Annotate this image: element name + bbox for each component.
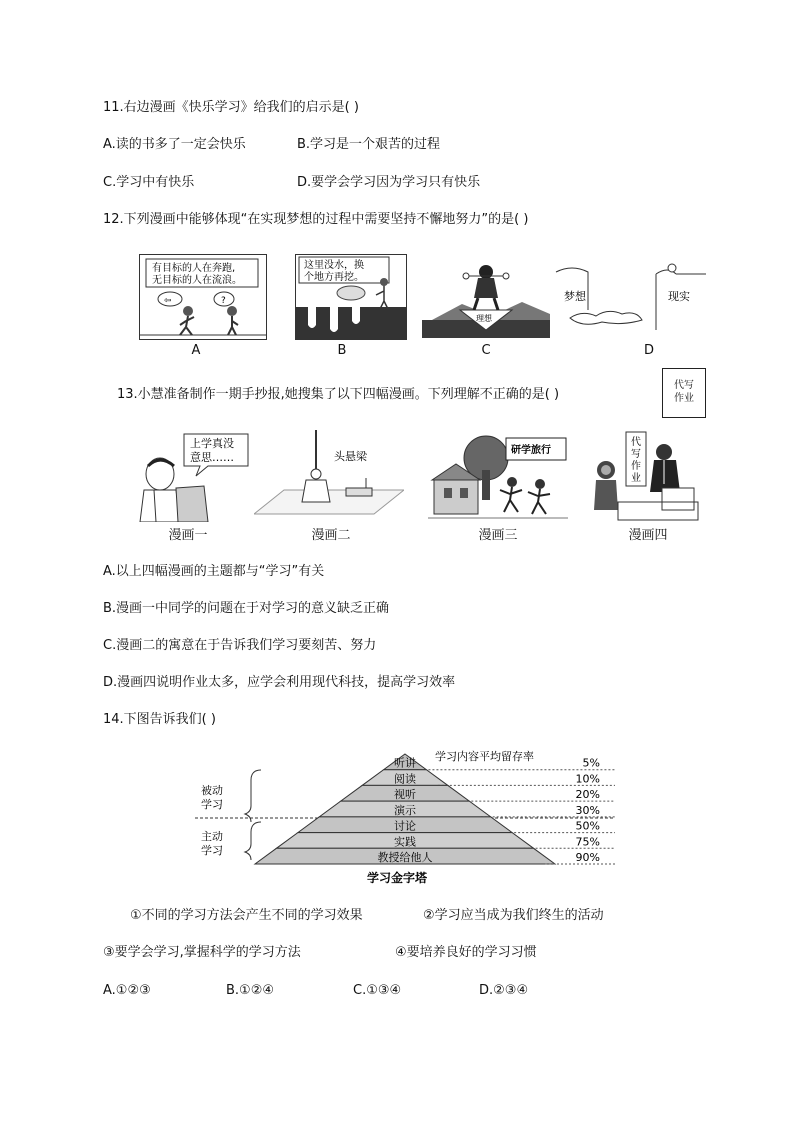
q13-stem: 13.小慧准备制作一期手抄报,她搜集了以下四幅漫画。下列理解不正确的是( ) — [117, 387, 560, 402]
q13-comic-2-label: 头悬梁 — [334, 450, 367, 463]
q12-comic-c — [422, 254, 550, 338]
q13-comic-4-label-1: 代 — [631, 437, 641, 448]
q14-statement-1: ①不同的学习方法会产生不同的学习效果 — [130, 908, 363, 923]
q13-comic-1 — [138, 430, 258, 522]
q12-comic-d — [552, 254, 706, 338]
q12-comic-d-label-reality: 现实 — [668, 290, 690, 303]
pyramid-layer-label: 教授给他人 — [377, 851, 433, 864]
q11-option-b: B.学习是一个艰苦的过程 — [297, 137, 441, 152]
passive-group-brace — [245, 770, 261, 822]
q13-comic-3-label: 研学旅行 — [511, 445, 551, 456]
pyramid-layer-label: 演示 — [394, 803, 416, 817]
q13-side-note-line2: 作业 — [674, 393, 694, 404]
pyramid-title: 学习金字塔 — [367, 871, 428, 885]
pyramid-layer-label: 阅读 — [394, 772, 416, 786]
svg-text:⇦: ⇦ — [164, 296, 172, 306]
passive-group-label-1: 被动 — [201, 784, 223, 797]
q12-comic-a-bubble-line1: 有目标的人在奔跑, — [152, 263, 236, 274]
q11-stem: 11.右边漫画《快乐学习》给我们的启示是( ) — [103, 100, 359, 115]
q13-comic-4-caption: 漫画四 — [628, 528, 668, 543]
q11-option-a: A.读的书多了一定会快乐 — [103, 137, 246, 152]
pyramid-value-label: 30% — [575, 803, 600, 817]
q14-option-a: A.①②③ — [103, 983, 151, 998]
q12-comic-c-label: 理想 — [476, 314, 492, 323]
pyramid-value-label: 10% — [575, 772, 600, 786]
q13-option-b: B.漫画一中同学的问题在于对学习的意义缺乏正确 — [103, 601, 390, 616]
q11-option-c: C.学习中有快乐 — [103, 175, 195, 190]
q13-comic-4-label-4: 业 — [631, 473, 641, 484]
q12-comic-b — [295, 254, 407, 340]
q12-stem: 12.下列漫画中能够体现“在实现梦想的过程中需要坚持不懈地努力”的是( ) — [103, 212, 529, 227]
q14-option-c: C.①③④ — [353, 983, 402, 998]
active-group-brace — [245, 822, 261, 860]
pyramid-value-label: 20% — [575, 788, 600, 802]
q13-comic-2-caption: 漫画二 — [311, 528, 351, 543]
q14-statement-2: ②学习应当成为我们终生的活动 — [423, 908, 604, 923]
q12-comic-c-letter: C — [481, 343, 491, 358]
q13-comic-3 — [428, 430, 568, 522]
q14-statement-4: ④要培养良好的学习习惯 — [395, 945, 537, 960]
q12-comic-b-letter: B — [337, 343, 347, 358]
q12-comic-d-label-dream: 梦想 — [564, 290, 586, 303]
q13-comic-1-bubble-line2: 意思…… — [190, 451, 234, 464]
active-group-label-1: 主动 — [201, 830, 223, 843]
q13-option-c: C.漫画二的寓意在于告诉我们学习要刻苦、努力 — [103, 638, 377, 653]
pyramid-value-label: 5% — [582, 756, 600, 770]
q13-option-a: A.以上四幅漫画的主题都与“学习”有关 — [103, 564, 325, 579]
q14-statement-3: ③要学会学习,掌握科学的学习方法 — [103, 945, 301, 960]
pyramid-value-label: 50% — [575, 819, 600, 833]
q13-comic-2 — [254, 430, 404, 522]
pyramid-svg — [195, 746, 635, 886]
q13-comic-4-label-2: 写 — [631, 449, 641, 460]
q14-stem: 14.下图告诉我们( ) — [103, 712, 216, 727]
q13-comic-1-caption: 漫画一 — [168, 528, 208, 543]
q14-option-b: B.①②④ — [226, 983, 275, 998]
pyramid-value-label: 90% — [575, 851, 600, 864]
q13-comic-4 — [588, 430, 700, 522]
svg-text:?: ? — [221, 296, 226, 306]
passive-group-label-2: 学习 — [201, 798, 223, 811]
q12-comic-a-bubble-line2: 无目标的人在流浪。 — [152, 275, 242, 286]
q13-comic-4-label-3: 作 — [631, 461, 641, 472]
q13-comic-1-bubble-line1: 上学真没 — [190, 437, 234, 450]
q13-comic-3-caption: 漫画三 — [478, 528, 518, 543]
active-group-label-2: 学习 — [201, 844, 223, 857]
pyramid-rate-header: 学习内容平均留存率 — [435, 750, 534, 763]
q13-side-note-line1: 代写 — [674, 380, 694, 391]
learning-pyramid-chart — [195, 746, 635, 886]
pyramid-layer-label: 实践 — [394, 835, 416, 849]
q12-comic-a — [139, 254, 267, 340]
pyramid-layer-label: 讨论 — [394, 819, 416, 833]
q12-comic-a-letter: A — [191, 343, 201, 358]
q11-option-d: D.要学会学习因为学习只有快乐 — [297, 175, 481, 190]
pyramid-layer-label: 视听 — [394, 788, 416, 802]
q12-comic-d-letter: D — [643, 343, 654, 358]
q12-comic-b-bubble-line2: 个地方再挖。 — [304, 272, 364, 283]
q14-option-d: D.②③④ — [479, 983, 529, 998]
q13-side-note — [662, 368, 706, 418]
q12-comic-b-bubble-line1: 这里没水，换 — [304, 260, 364, 271]
pyramid-layer-label: 听讲 — [394, 756, 416, 770]
pyramid-value-label: 75% — [575, 835, 600, 849]
q13-option-d: D.漫画四说明作业太多，应学会利用现代科技，提高学习效率 — [103, 675, 456, 690]
